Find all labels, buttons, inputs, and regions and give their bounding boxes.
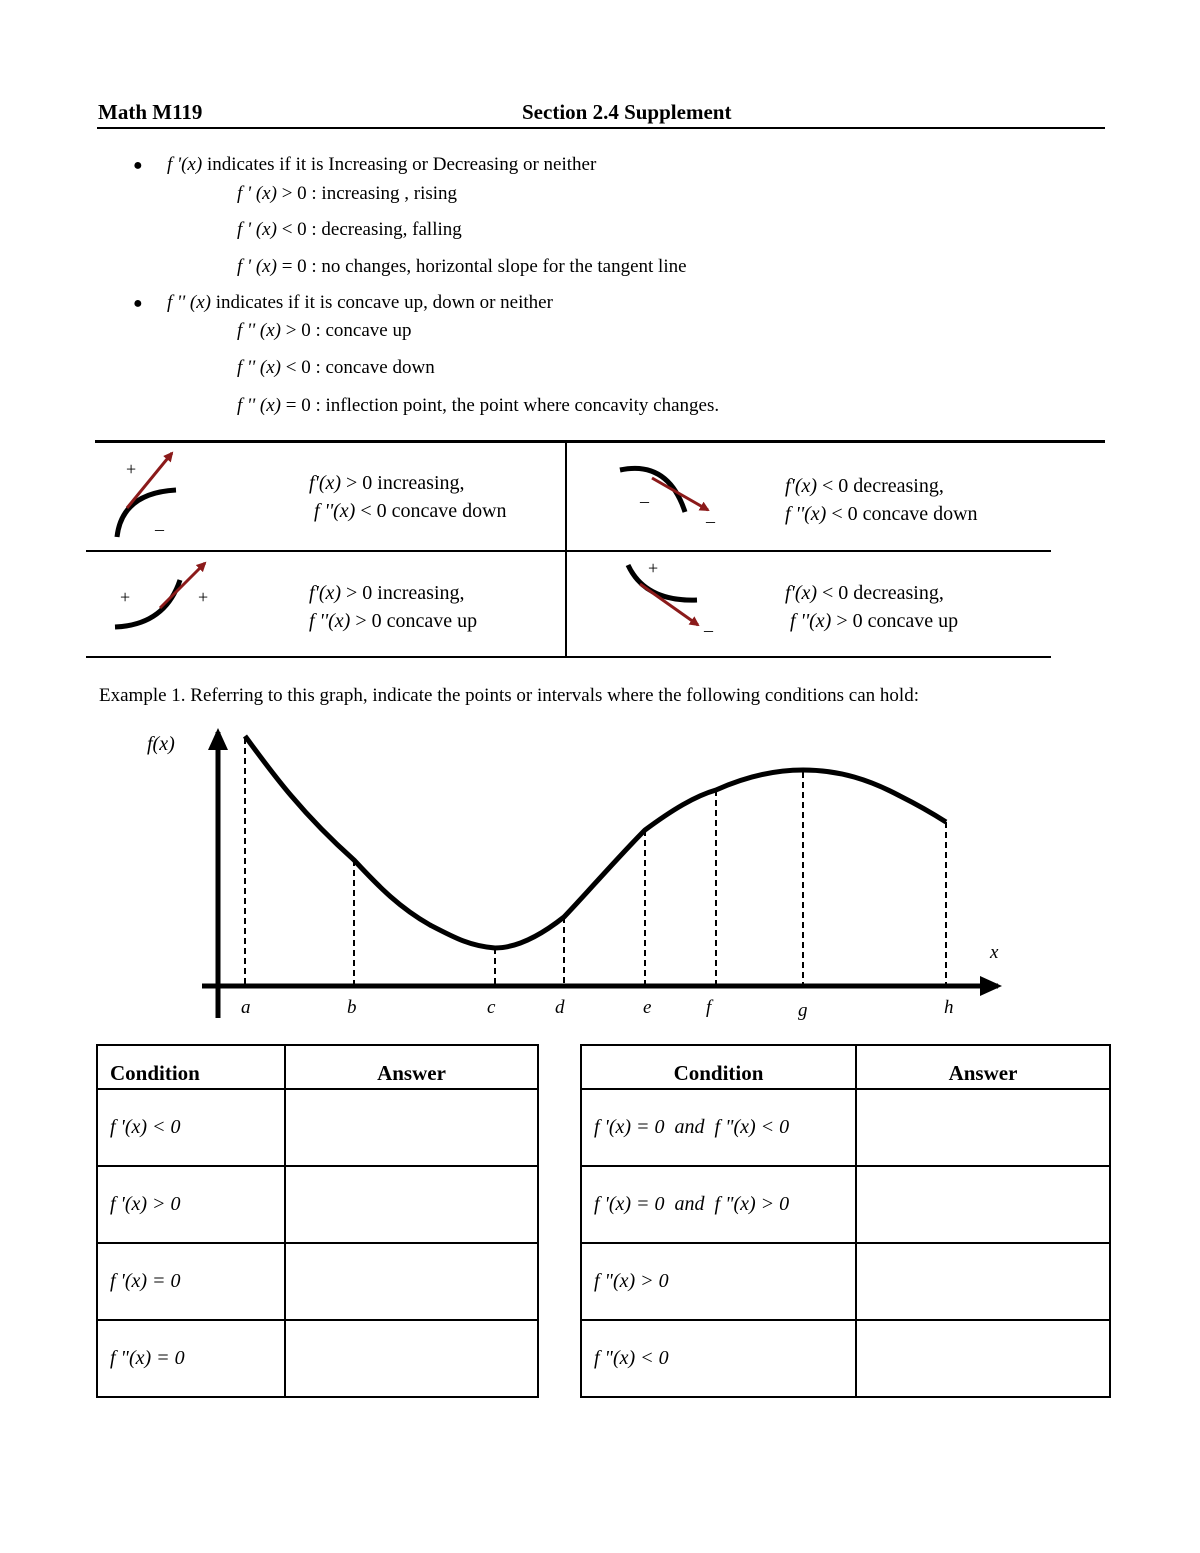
y-axis-label: f(x) <box>147 733 175 755</box>
sign-label: + <box>126 459 137 479</box>
table-header-row <box>581 1045 1110 1089</box>
case-expr: f ''(x) <box>314 500 356 522</box>
condition-table-left <box>96 1044 539 1398</box>
line-rest: = 0 : no changes, horizontal slope for the tangent line <box>276 256 687 277</box>
case-expr: f'(x) <box>785 475 818 497</box>
line-rest: > 0 : increasing , rising <box>276 183 458 204</box>
answer-cell[interactable] <box>856 1089 1110 1166</box>
case-rest: > 0 increasing, <box>341 472 465 494</box>
point-label-h: h <box>944 997 954 1018</box>
table-row <box>97 1089 538 1166</box>
answer-cell[interactable] <box>285 1320 538 1397</box>
line-expr: f ' (x) <box>237 219 277 240</box>
sign-label: – <box>704 620 713 640</box>
sign-label: + <box>120 587 131 607</box>
line-rest: < 0 : concave down <box>281 357 435 378</box>
point-label-g: g <box>798 1000 808 1021</box>
x-axis-label: x <box>990 942 999 963</box>
line-expr: f '' (x) <box>237 357 281 378</box>
case-expr: f'(x) <box>309 582 342 604</box>
case-expr: f ''(x) <box>790 610 832 632</box>
line-expr: f '' (x) <box>237 320 281 341</box>
answer-cell[interactable] <box>856 1320 1110 1397</box>
point-label-d: d <box>555 997 565 1018</box>
example-graph <box>0 700 1200 1040</box>
line-expr: f ' (x) <box>237 183 277 204</box>
section-title: Section 2.4 Supplement <box>522 100 732 124</box>
table-row <box>581 1166 1110 1243</box>
case-text <box>309 579 477 635</box>
sign-label: + <box>648 558 659 578</box>
condition-cell: f '(x) = 0 and f "(x) < 0 <box>581 1089 856 1166</box>
point-label-e: e <box>643 997 652 1018</box>
condition-cell: f "(x) < 0 <box>581 1320 856 1397</box>
point-label-b: b <box>347 997 357 1018</box>
function-curve <box>245 736 946 948</box>
intro-func: f '' (x) <box>167 292 211 313</box>
case-rest: < 0 decreasing, <box>817 582 944 604</box>
answer-cell[interactable] <box>285 1166 538 1243</box>
table-row <box>581 1320 1110 1397</box>
bullet-icon: ● <box>133 157 143 174</box>
point-label-c: c <box>487 997 496 1018</box>
condition-cell: f '(x) = 0 <box>97 1243 285 1320</box>
case-text <box>309 469 507 525</box>
condition-cell: f '(x) = 0 and f "(x) > 0 <box>581 1166 856 1243</box>
answer-cell[interactable] <box>285 1243 538 1320</box>
line-rest: < 0 : decreasing, falling <box>276 219 462 240</box>
case-rest: > 0 concave up <box>831 610 959 632</box>
course-title: Math M119 <box>98 100 203 124</box>
case-rest: > 0 concave up <box>350 610 478 632</box>
case-expr: f ''(x) <box>785 503 827 525</box>
condition-cell: f "(x) > 0 <box>581 1243 856 1320</box>
answer-cell[interactable] <box>856 1166 1110 1243</box>
table-row <box>97 1320 538 1397</box>
bullet-icon: ● <box>133 295 143 312</box>
intro-text: indicates if it is concave up, down or neither <box>211 292 553 313</box>
table-row <box>97 1243 538 1320</box>
intro-text: indicates if it is Increasing or Decreasing or neither <box>202 154 597 175</box>
answer-cell[interactable] <box>285 1089 538 1166</box>
condition-header: Condition <box>97 1045 285 1089</box>
point-label-a: a <box>241 997 251 1018</box>
answer-header: Answer <box>856 1045 1110 1089</box>
condition-cell: f "(x) = 0 <box>97 1320 285 1397</box>
case-expr: f ''(x) <box>309 610 351 632</box>
intro-func: f '(x) <box>167 154 203 175</box>
case-rest: < 0 decreasing, <box>817 475 944 497</box>
line-expr: f '' (x) <box>237 395 281 416</box>
decreasing-concave-up-icon <box>628 565 698 625</box>
sign-label: – <box>155 519 164 539</box>
table-row <box>97 1166 538 1243</box>
case-expr: f'(x) <box>309 472 342 494</box>
case-rest: < 0 concave down <box>826 503 978 525</box>
condition-table-right <box>580 1044 1111 1398</box>
point-label-f: f <box>706 997 712 1018</box>
case-text <box>785 472 978 528</box>
line-expr: f ' (x) <box>237 256 277 277</box>
condition-header: Condition <box>581 1045 856 1089</box>
example-prompt: Example 1. Referring to this graph, indicate the points or intervals where the following conditions can hold: <box>99 685 919 706</box>
table-row <box>581 1243 1110 1320</box>
case-expr: f'(x) <box>785 582 818 604</box>
sign-label: – <box>706 511 715 531</box>
concavity-illustrations <box>0 0 1200 700</box>
line-rest: = 0 : inflection point, the point where concavity changes. <box>281 395 720 416</box>
sign-label: – <box>640 491 649 511</box>
answer-cell[interactable] <box>856 1243 1110 1320</box>
case-rest: < 0 concave down <box>355 500 507 522</box>
table-header-row <box>97 1045 538 1089</box>
line-rest: > 0 : concave up <box>281 320 412 341</box>
condition-cell: f '(x) > 0 <box>97 1166 285 1243</box>
answer-header: Answer <box>285 1045 538 1089</box>
sign-label: + <box>198 587 209 607</box>
decreasing-concave-down-icon <box>620 468 708 512</box>
table-row <box>581 1089 1110 1166</box>
condition-cell: f '(x) < 0 <box>97 1089 285 1166</box>
case-rest: > 0 increasing, <box>341 582 465 604</box>
case-text <box>785 579 958 635</box>
